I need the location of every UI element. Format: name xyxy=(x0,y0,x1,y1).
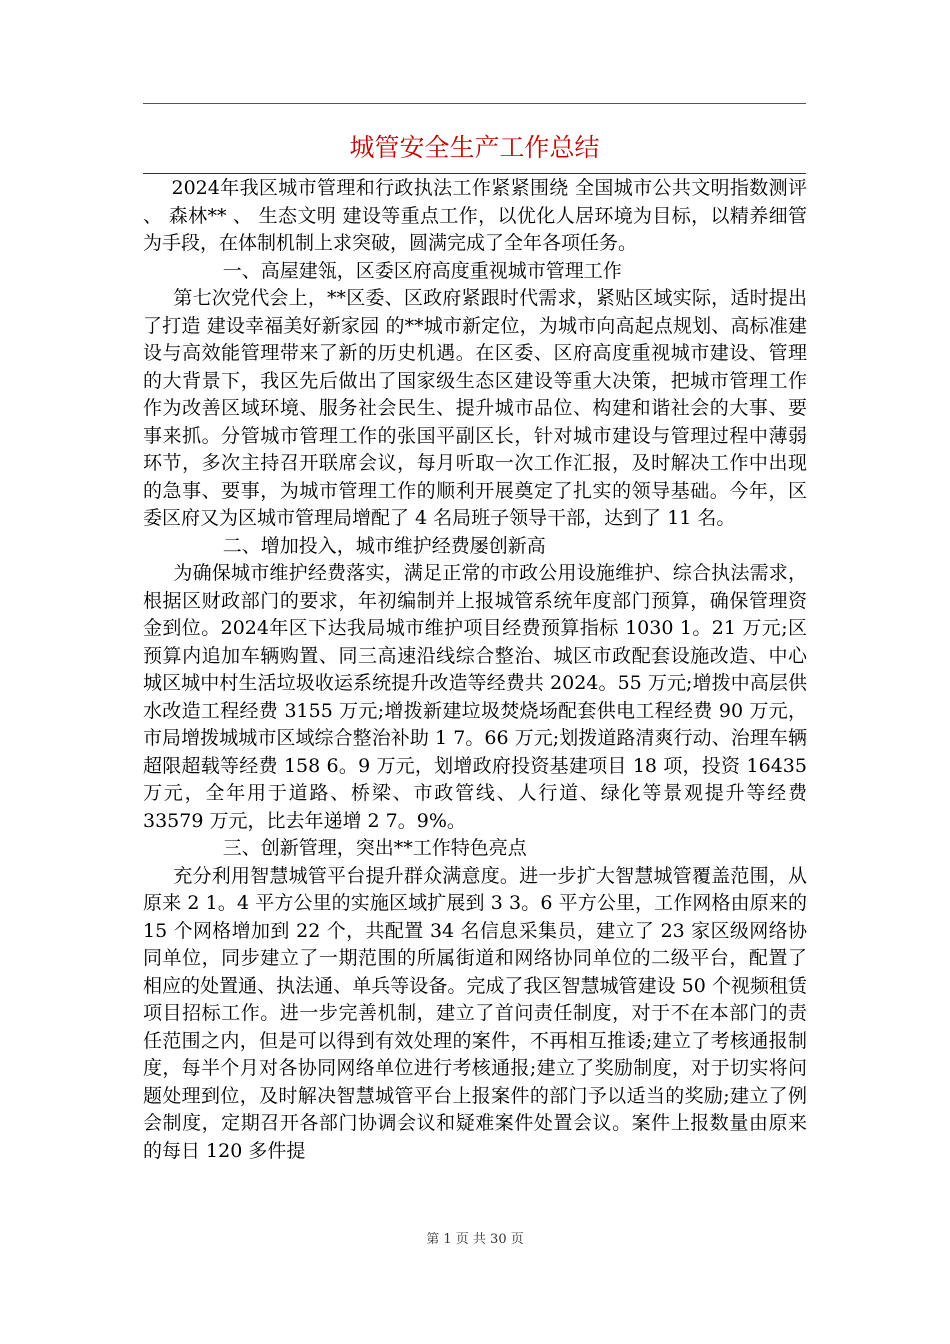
section-heading: 一、高屋建瓴，区委区府高度重视城市管理工作 xyxy=(222,259,622,282)
page-number: 第 1 页 共 30 页 xyxy=(426,1232,524,1247)
section-heading: 二、增加投入，城市维护经费屡创新高 xyxy=(222,534,546,557)
header-rule xyxy=(143,103,806,104)
body-paragraph: 充分利用智慧城管平台提升群众满意度。进一步扩大智慧城管覆盖范围，从原来 2 1。4 平方公里的实施区域扩展到 3 3。6 平方公里，工作网格由原来的 15 个网格增加到 22 个，共配置 34 名信息采集员，建立了 23 家区级网络协同单位，同步建立了一期范围的所属街道和网络协同单位的二级平台，配置了相应的处置通、执法通、单兵等设备。完成了我区智慧城管建设 50 个视频租赁项目招标工作。进一步完善机制，建立了首问责任制度，对于不在本部门的责任范围之内，但是可以得到有效处理的案件，不再相互推诿;建立了考核通报制度，每半个月对各协同网络单位进行考核通报;建立了奖励制度，对于切实将问题处理到位，及时解决智慧城管平台上报案件的部门予以适当的奖励;建立了例会制度，定期召开各部门协调会议和疑难案件处置会议。案件上报数量由原来的每日 120 多件提 xyxy=(143,864,807,1162)
document-title: 城管安全生产工作总结 xyxy=(349,133,600,162)
intro-paragraph: 2024年我区城市管理和行政执法工作紧紧围绕 全国城市公共文明指数测评 、 森林** 、 生态文明 建设等重点工作，以优化人居环境为目标，以精养细管为手段，在体制机制上求突破，圆满完成了全年各项任务。 xyxy=(143,177,807,254)
section-heading: 三、创新管理，突出**工作特色亮点 xyxy=(222,837,527,859)
body-paragraph: 为确保城市维护经费落实，满足正常的市政公用设施维护、综合执法需求，根据区财政部门的要求，年初编制并上报城管系统年度部门预算，确保管理资金到位。2024年区下达我局城市维护项目经费预算指标 1030 1。21 万元;区预算内追加车辆购置、同三高速沿线综合整治、城区市政配套设施改造、中心城区城中村生活垃圾收运系统提升改造等经费共 2024。55 万元;增拨中高层供水改造工程经费 3155 万元;增拨新建垃圾焚烧场配套供电工程经费 90 万元，市局增拨城城市区域综合整治补助 1 7。66 万元;划拨道路清爽行动、治理车辆超限超载等经费 158 6。9 万元，划增政府投资基建项目 18 项，投资 16435 万元，全年用于道路、桥梁、市政管线、人行道、绿化等景观提升等经费 33579 万元，比去年递增 2 7。9%。 xyxy=(143,562,807,832)
body-paragraph: 第七次党代会上，**区委、区政府紧跟时代需求，紧贴区域实际，适时提出了打造 建设幸福美好新家园 的**城市新定位，为城市向高起点规划、高标准建设与高效能管理带来了新的历史机遇。在区委、区府高度重视城市建设、管理的大背景下，我区先后做出了国家级生态区建设等重大决策，把城市管理工作作为改善区域环境、服务社会民生、提升城市品位、构建和谐社会的大事、要事来抓。分管城市管理工作的张国平副区长，针对城市建设与管理过程中薄弱环节，多次主持召开联席会议，每月听取一次工作汇报，及时解决工作中出现的急事、要事，为城市管理工作的顺利开展奠定了扎实的领导基础。今年，区委区府又为区城市管理局增配了 4 名局班子领导干部，达到了 11 名。 xyxy=(143,287,807,529)
document-body xyxy=(143,175,807,1165)
title-rule xyxy=(143,173,806,174)
